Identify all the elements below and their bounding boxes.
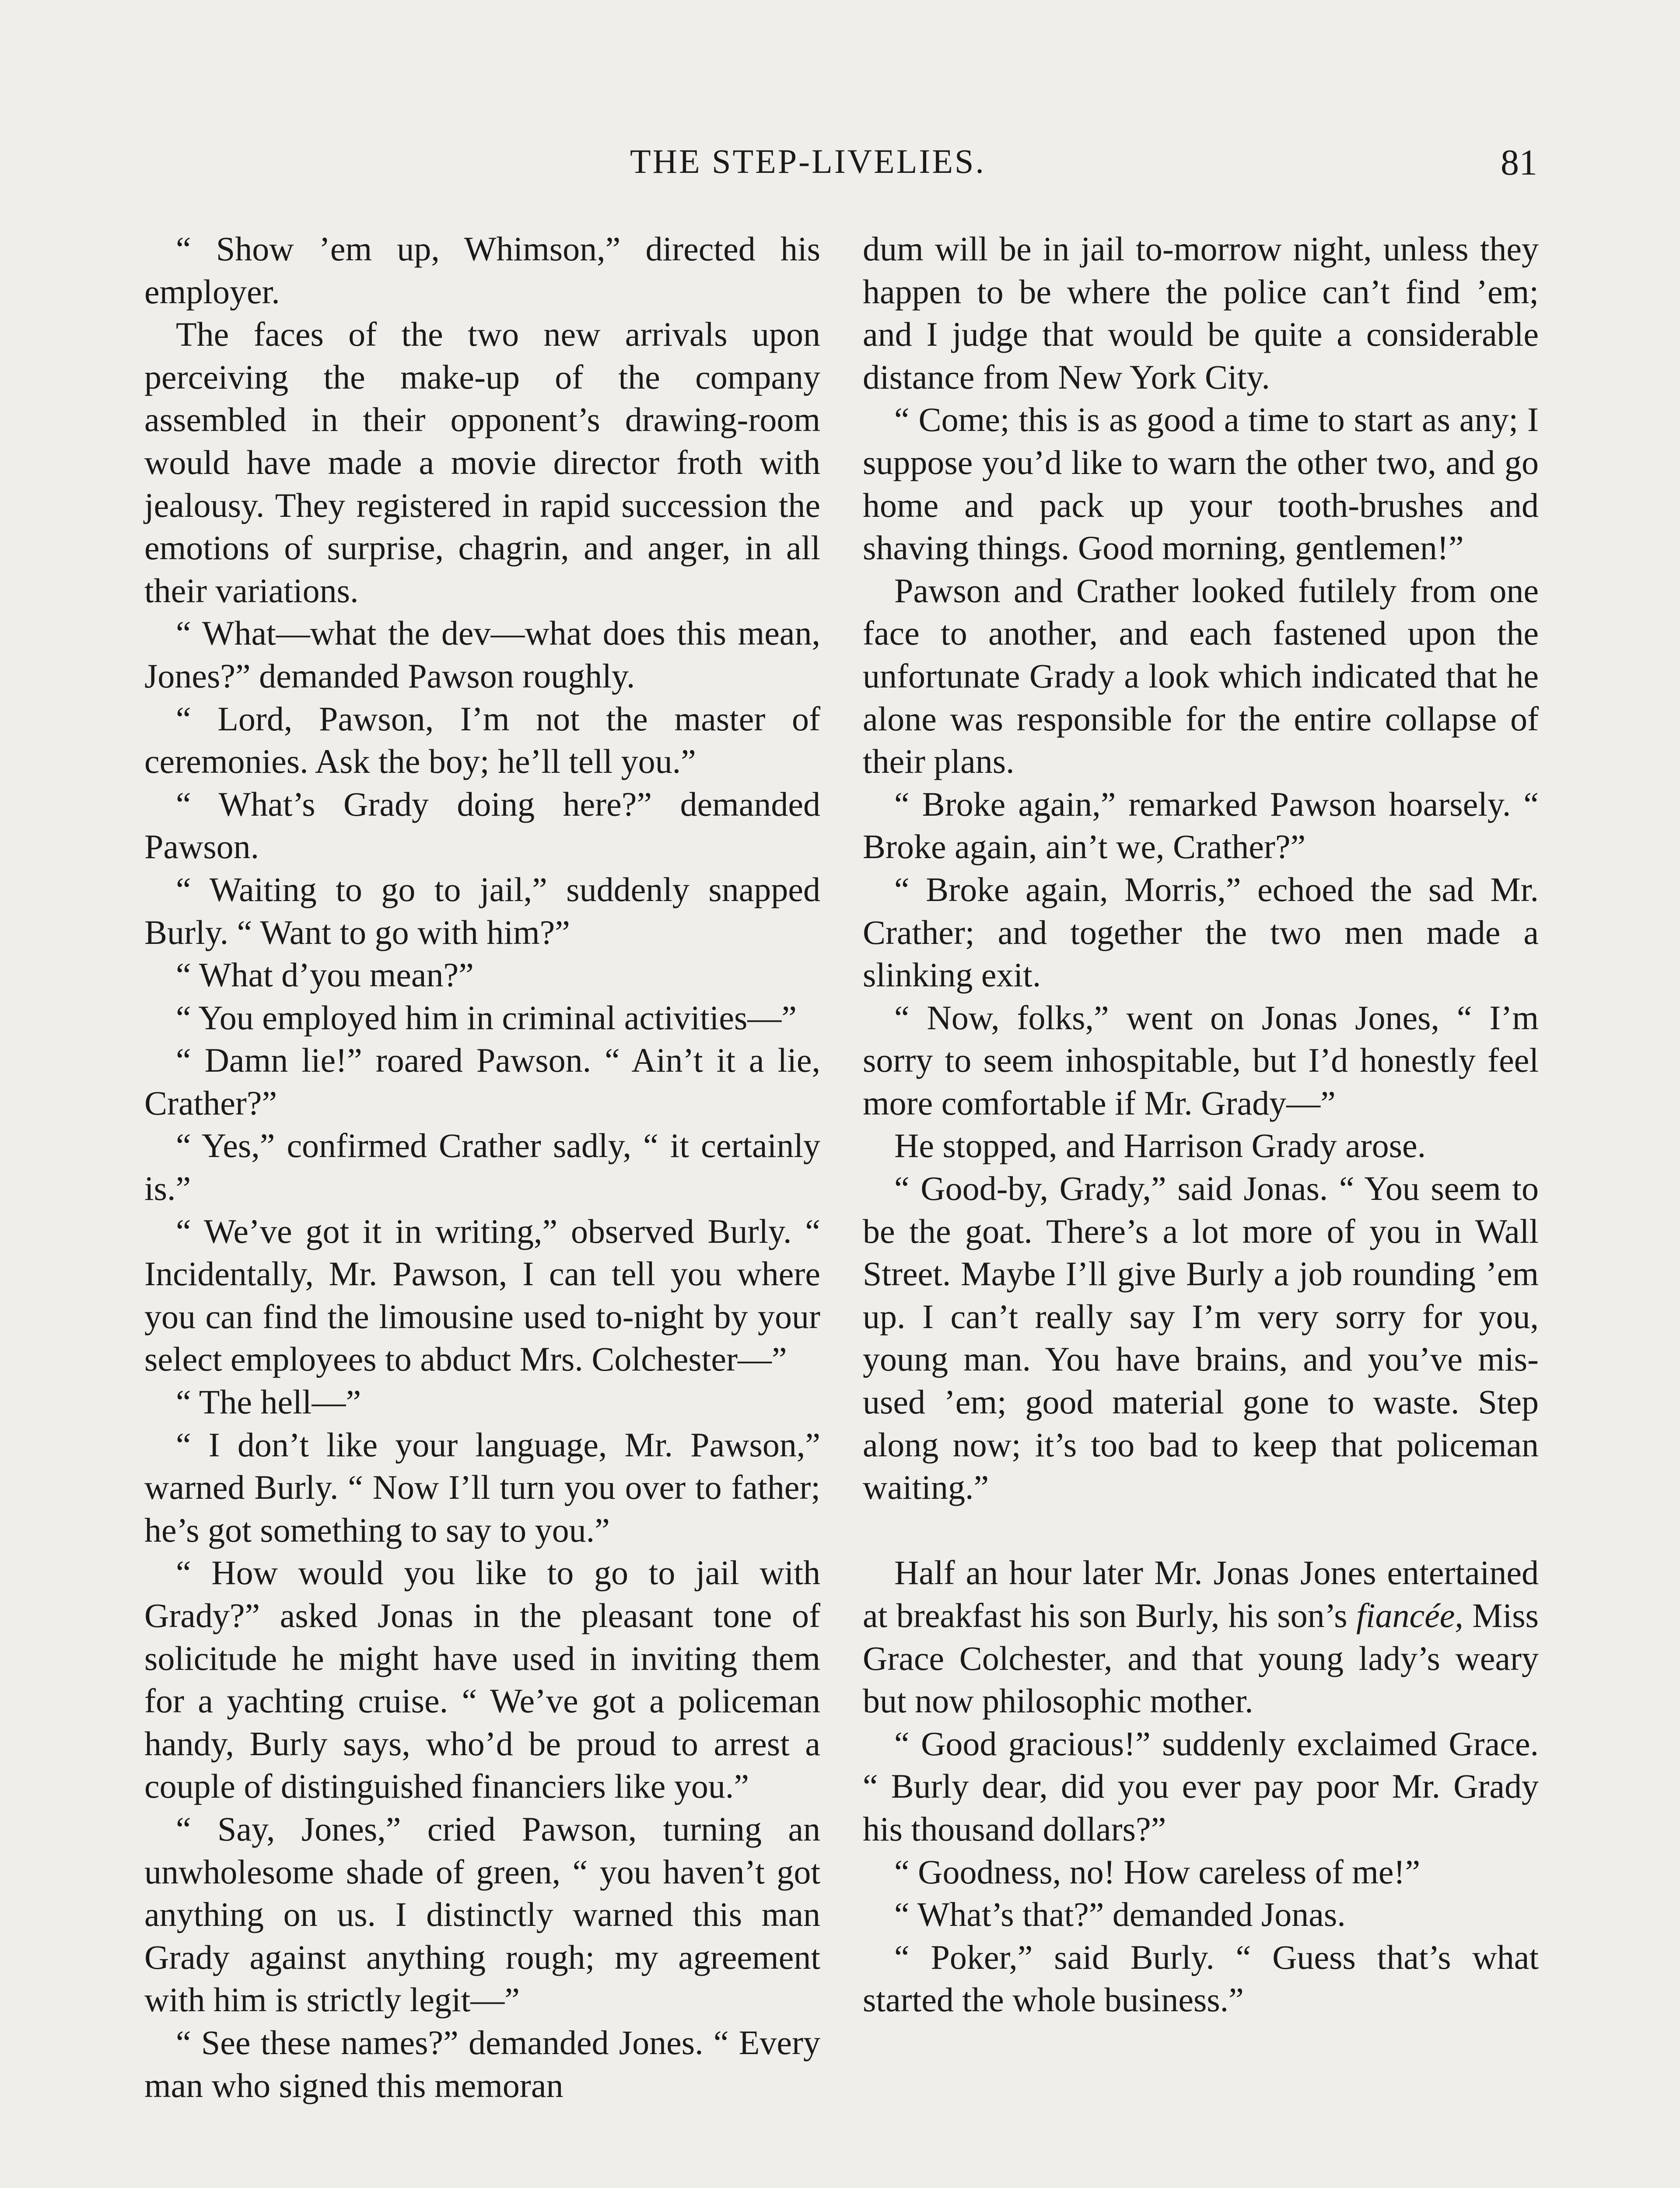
paragraph: “ Yes,” confirmed Crather sadly, “ it certainly is.” (144, 1126, 820, 1208)
paragraph: “ Now, folks,” went on Jonas Jones, “ I’m sorry to seem inhospitable, but I’d honestly feel more comfortable if Mr. Grady—” (863, 998, 1539, 1122)
paragraph: “ What d’you mean?” (176, 956, 474, 994)
paragraph: “ Good gracious!” suddenly exclaimed Grace. “ Burly dear, did you ever pay poor Mr. Grady his thousand dollars?” (863, 1724, 1539, 1848)
paragraph-section-start (863, 1551, 1539, 1722)
paragraph: “ Poker,” said Burly. “ Guess that’s what started the whole business.” (863, 1938, 1539, 2019)
left-column (144, 228, 820, 2107)
page-number: 81 (1501, 142, 1537, 183)
paragraph: “ Damn lie!” roared Pawson. “ Ain’t it a lie, Crather?” (144, 1041, 820, 1122)
paragraph: “ Show ’em up, Whimson,” directed his employer. (144, 230, 820, 311)
paragraph: The faces of the two new arrivals upon perceiving the make-up of the company assembled in their opponent’s drawing-room would have made a movie director froth with jealousy. They registered in rapid succession the emotions of surprise, chagrin, and anger, in all their variations. (144, 315, 820, 610)
paragraph: He stopped, and Harrison Grady arose. (894, 1126, 1426, 1165)
paragraph: “ See these names?” demanded Jones. “ Every man who signed this memoran (144, 2023, 820, 2104)
text-run: Half an hour later Mr. Jonas Jones entertained at breakfast his son Burly, his son’s (863, 1553, 1539, 1634)
paragraph-continuation: dum will be in jail to-morrow night, unless they happen to be where the police can’t find ’em; and I judge that would be quite a considerable distance from New York City. (863, 230, 1539, 396)
paragraph: “ Goodness, no! How careless of me!” (894, 1852, 1421, 1891)
paragraph: “ Broke again, Morris,” echoed the sad Mr. Crather; and together the two men made a slinking exit. (863, 870, 1539, 994)
paragraph: “ How would you like to go to jail with Grady?” asked Jonas in the pleasant tone of solicitude he might have used in inviting them for a yachting cruise. “ We’ve got a policeman handy, Burly says, who’d be proud to arrest a couple of distinguished financiers like you.” (144, 1553, 820, 1806)
paragraph: “ Say, Jones,” cried Pawson, turning an unwholesome shade of green, “ you haven’t got anything on us. I distinctly warned this man Grady against anything rough; my agreement with him is strictly legit—” (144, 1809, 820, 2019)
running-head: THE STEP-LIVELIES. (630, 142, 986, 180)
paragraph: “ We’ve got it in writing,” observed Burly. “ Incidentally, Mr. Pawson, I can tell you where you can find the limousine used to-night by your select employees to abduct Mrs. Colchester—” (144, 1212, 820, 1378)
paragraph: “ You employed him in criminal activities—” (176, 998, 797, 1037)
paragraph: “ What’s Grady doing here?” demanded Pawson. (144, 785, 820, 866)
paragraph: Pawson and Crather looked futilely from one face to another, and each fastened upon the unfortunate Grady a look which indicated that he alone was responsible for the entire collapse of their plans. (863, 571, 1539, 781)
paragraph: “ Come; this is as good a time to start as any; I suppose you’d like to warn the other two, and go home and pack up your tooth-brushes and shaving things. Good morning, gentlemen!” (863, 400, 1539, 567)
paragraph: “ Good-by, Grady,” said Jonas. “ You seem to be the goat. There’s a lot more of you in Wall Street. Maybe I’ll give Burly a job rounding ’em up. I can’t really say I’m very sorry for you, young man. You have brains, and you’ve misused ’em; good material gone to waste. Step along now; it’s too bad to keep that policeman waiting.” (863, 1169, 1539, 1507)
paragraph: “ Waiting to go to jail,” suddenly snapped Burly. “ Want to go with him?” (144, 870, 820, 951)
text-run: Miss Grace Colchester, and that young lady’s weary but now philosophic mother. (863, 1596, 1539, 1720)
paragraph: “ The hell—” (176, 1383, 361, 1421)
paragraph: “ What—what the dev—what does this mean, Jones?” demanded Pawson roughly. (144, 614, 820, 695)
right-column (863, 228, 1539, 2021)
paragraph: “ Lord, Pawson, I’m not the master of ceremonies. Ask the boy; he’ll tell you.” (144, 699, 820, 781)
paragraph: “ I don’t like your language, Mr. Pawson,” warned Burly. “ Now I’ll turn you over to father; he’s got something to say to you.” (144, 1425, 820, 1549)
paragraph: “ Broke again,” remarked Pawson hoarsely. “ Broke again, ain’t we, Crather?” (863, 785, 1539, 866)
italic-word: fiancée, (1356, 1596, 1463, 1634)
paragraph: “ What’s that?” demanded Jonas. (894, 1895, 1346, 1934)
